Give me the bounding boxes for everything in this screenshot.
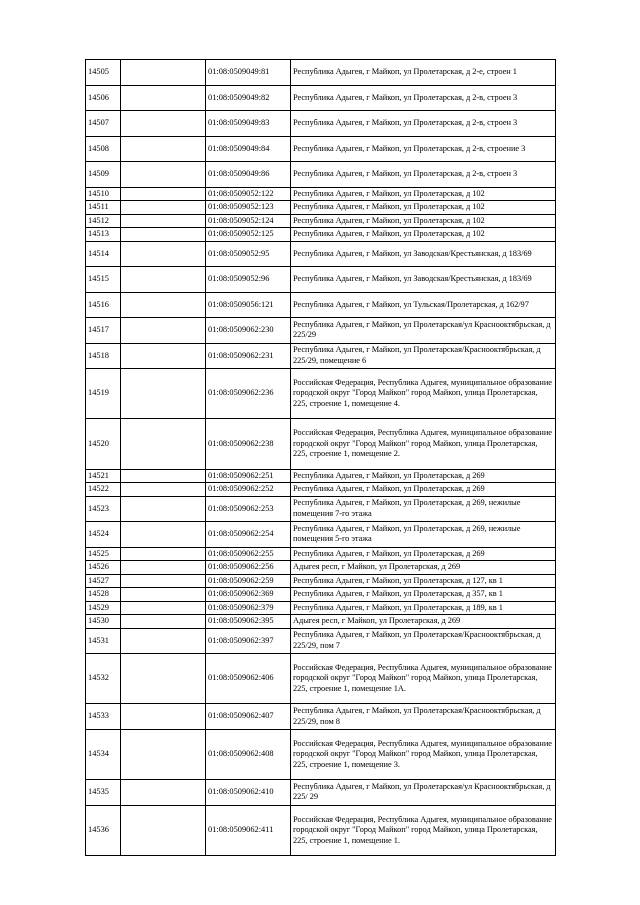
empty-cell <box>121 574 206 588</box>
row-number: 14520 <box>86 419 121 469</box>
row-number: 14513 <box>86 228 121 242</box>
address: Республика Адыгея, г Майкоп, ул Пролетарская, д 2-в, строен 3 <box>291 162 556 188</box>
empty-cell <box>121 318 206 344</box>
cadastral-number: 01:08:0509062:254 <box>206 522 291 548</box>
empty-cell <box>121 162 206 188</box>
table-row <box>86 136 556 162</box>
cadastral-number: 01:08:0509062:255 <box>206 547 291 561</box>
address: Республика Адыгея, г Майкоп, ул Пролетарская, д 269, нежилые помещения 7-го этажа <box>291 496 556 522</box>
address: Республика Адыгея, г Майкоп, ул Пролетарская, д 102 <box>291 214 556 228</box>
table-row <box>86 214 556 228</box>
address: Республика Адыгея, г Майкоп, ул Пролетарская/ул Краснооктябрьская, д 225/29 <box>291 318 556 344</box>
cadastral-number: 01:08:0509062:411 <box>206 805 291 855</box>
table-row <box>86 369 556 419</box>
address: Российская Федерация, Республика Адыгея, муниципальное образование городской округ "Город Майкоп" город Майкоп, улица Пролетарская, 225, строение 1, помещение 1А. <box>291 654 556 704</box>
table-row <box>86 601 556 615</box>
address: Российская Федерация, Республика Адыгея, муниципальное образование городской округ "Город Майкоп" город Майкоп, улица Пролетарская, 225, строение 1, помещение 3. <box>291 729 556 779</box>
cadastral-number: 01:08:0509062:408 <box>206 729 291 779</box>
table-row <box>86 201 556 215</box>
table-row <box>86 241 556 267</box>
table-row <box>86 267 556 293</box>
empty-cell <box>121 214 206 228</box>
empty-cell <box>121 201 206 215</box>
row-number: 14532 <box>86 654 121 704</box>
table-row <box>86 292 556 318</box>
row-number: 14508 <box>86 136 121 162</box>
empty-cell <box>121 780 206 806</box>
address: Республика Адыгея, г Майкоп, ул Пролетарская, д 102 <box>291 187 556 201</box>
table-row <box>86 574 556 588</box>
row-number: 14521 <box>86 469 121 483</box>
empty-cell <box>121 136 206 162</box>
table-row <box>86 85 556 111</box>
empty-cell <box>121 267 206 293</box>
row-number: 14519 <box>86 369 121 419</box>
table-row <box>86 318 556 344</box>
row-number: 14505 <box>86 60 121 86</box>
address: Республика Адыгея, г Майкоп, ул Пролетарская/Краснооктябрьская, д 225/29, пом 7 <box>291 628 556 654</box>
empty-cell <box>121 469 206 483</box>
cadastral-number: 01:08:0509052:122 <box>206 187 291 201</box>
row-number: 14536 <box>86 805 121 855</box>
row-number: 14523 <box>86 496 121 522</box>
cadastral-number: 01:08:0509049:86 <box>206 162 291 188</box>
empty-cell <box>121 615 206 629</box>
table-row <box>86 805 556 855</box>
table-row <box>86 522 556 548</box>
row-number: 14526 <box>86 561 121 575</box>
cadastral-number: 01:08:0509062:379 <box>206 601 291 615</box>
cadastral-number: 01:08:0509062:397 <box>206 628 291 654</box>
row-number: 14527 <box>86 574 121 588</box>
cadastral-number: 01:08:0509052:95 <box>206 241 291 267</box>
address: Республика Адыгея, г Майкоп, ул Пролетарская, д 269 <box>291 483 556 497</box>
address: Республика Адыгея, г Майкоп, ул Пролетарская/ул Краснооктябрьская, д 225/ 29 <box>291 780 556 806</box>
cadastral-number: 01:08:0509052:123 <box>206 201 291 215</box>
cadastral-number: 01:08:0509062:251 <box>206 469 291 483</box>
cadastral-number: 01:08:0509052:124 <box>206 214 291 228</box>
cadastral-number: 01:08:0509062:406 <box>206 654 291 704</box>
empty-cell <box>121 654 206 704</box>
empty-cell <box>121 187 206 201</box>
empty-cell <box>121 111 206 137</box>
address: Республика Адыгея, г Майкоп, ул Пролетарская, д 127, кв 1 <box>291 574 556 588</box>
table-row <box>86 654 556 704</box>
empty-cell <box>121 228 206 242</box>
row-number: 14512 <box>86 214 121 228</box>
row-number: 14517 <box>86 318 121 344</box>
cadastral-number: 01:08:0509056:121 <box>206 292 291 318</box>
empty-cell <box>121 729 206 779</box>
cadastral-number: 01:08:0509052:125 <box>206 228 291 242</box>
cadastral-number: 01:08:0509062:230 <box>206 318 291 344</box>
row-number: 14528 <box>86 588 121 602</box>
row-number: 14534 <box>86 729 121 779</box>
empty-cell <box>121 419 206 469</box>
cadastral-number: 01:08:0509062:259 <box>206 574 291 588</box>
empty-cell <box>121 60 206 86</box>
empty-cell <box>121 85 206 111</box>
address: Республика Адыгея, г Майкоп, ул Пролетарская, д 269 <box>291 547 556 561</box>
row-number: 14509 <box>86 162 121 188</box>
empty-cell <box>121 628 206 654</box>
address: Республика Адыгея, г Майкоп, ул Пролетарская, д 102 <box>291 201 556 215</box>
cadastral-number: 01:08:0509062:369 <box>206 588 291 602</box>
address: Республика Адыгея, г Майкоп, ул Заводская/Крестьянская, д 183/69 <box>291 267 556 293</box>
address: Республика Адыгея, г Майкоп, ул Пролетарская, д 269 <box>291 469 556 483</box>
address: Республика Адыгея, г Майкоп, ул Пролетарская, д 2-е, строен 1 <box>291 60 556 86</box>
table-row <box>86 483 556 497</box>
row-number: 14511 <box>86 201 121 215</box>
cadastral-number: 01:08:0509052:96 <box>206 267 291 293</box>
property-registry-table <box>85 59 556 856</box>
cadastral-number: 01:08:0509049:82 <box>206 85 291 111</box>
address: Республика Адыгея, г Майкоп, ул Тульская/Пролетарская, д 162/97 <box>291 292 556 318</box>
row-number: 14525 <box>86 547 121 561</box>
row-number: 14518 <box>86 343 121 369</box>
address: Российская Федерация, Республика Адыгея, муниципальное образование городской округ "Город Майкоп" город Майкоп, улица Пролетарская, 225, строение 1, помещение 4. <box>291 369 556 419</box>
row-number: 14522 <box>86 483 121 497</box>
table-row <box>86 469 556 483</box>
cadastral-number: 01:08:0509062:256 <box>206 561 291 575</box>
empty-cell <box>121 601 206 615</box>
cadastral-number: 01:08:0509062:236 <box>206 369 291 419</box>
empty-cell <box>121 496 206 522</box>
table-row <box>86 419 556 469</box>
address: Республика Адыгея, г Майкоп, ул Пролетарская, д 189, кв 1 <box>291 601 556 615</box>
row-number: 14506 <box>86 85 121 111</box>
empty-cell <box>121 805 206 855</box>
cadastral-number: 01:08:0509062:238 <box>206 419 291 469</box>
empty-cell <box>121 588 206 602</box>
address: Российская Федерация, Республика Адыгея, муниципальное образование городской округ "Город Майкоп" город Майкоп, улица Пролетарская, 225, строение 1, помещение 2. <box>291 419 556 469</box>
table-row <box>86 729 556 779</box>
address: Республика Адыгея, г Майкоп, ул Пролетарская, д 2-в, строен 3 <box>291 85 556 111</box>
row-number: 14529 <box>86 601 121 615</box>
row-number: 14507 <box>86 111 121 137</box>
empty-cell <box>121 343 206 369</box>
cadastral-number: 01:08:0509062:410 <box>206 780 291 806</box>
empty-cell <box>121 483 206 497</box>
empty-cell <box>121 547 206 561</box>
empty-cell <box>121 561 206 575</box>
table-row <box>86 228 556 242</box>
address: Республика Адыгея, г Майкоп, ул Пролетарская, д 269, нежилые помещения 5-го этажа <box>291 522 556 548</box>
cadastral-number: 01:08:0509062:252 <box>206 483 291 497</box>
address: Адыгея респ, г Майкоп, ул Пролетарская, д 269 <box>291 561 556 575</box>
address: Республика Адыгея, г Майкоп, ул Пролетарская/Краснооктябрьская, д 225/29, пом 8 <box>291 704 556 730</box>
address: Адыгея респ, г Майкоп, ул Пролетарская, д 269 <box>291 615 556 629</box>
table-row <box>86 628 556 654</box>
table-row <box>86 615 556 629</box>
address: Российская Федерация, Республика Адыгея, муниципальное образование городской округ "Город Майкоп" город Майкоп, улица Пролетарская, 225, строение 1, помещение 1. <box>291 805 556 855</box>
row-number: 14515 <box>86 267 121 293</box>
empty-cell <box>121 522 206 548</box>
row-number: 14533 <box>86 704 121 730</box>
empty-cell <box>121 704 206 730</box>
cadastral-number: 01:08:0509049:84 <box>206 136 291 162</box>
table-body <box>86 60 556 856</box>
table-row <box>86 162 556 188</box>
empty-cell <box>121 292 206 318</box>
table-row <box>86 704 556 730</box>
address: Республика Адыгея, г Майкоп, ул Заводская/Крестьянская, д 183/69 <box>291 241 556 267</box>
cadastral-number: 01:08:0509062:231 <box>206 343 291 369</box>
table-row <box>86 588 556 602</box>
table-row <box>86 111 556 137</box>
address: Республика Адыгея, г Майкоп, ул Пролетарская, д 2-в, строен 3 <box>291 111 556 137</box>
address: Республика Адыгея, г Майкоп, ул Пролетарская, д 102 <box>291 228 556 242</box>
cadastral-number: 01:08:0509062:395 <box>206 615 291 629</box>
row-number: 14524 <box>86 522 121 548</box>
empty-cell <box>121 369 206 419</box>
address: Республика Адыгея, г Майкоп, ул Пролетарская, д 357, кв 1 <box>291 588 556 602</box>
row-number: 14530 <box>86 615 121 629</box>
table-row <box>86 780 556 806</box>
row-number: 14514 <box>86 241 121 267</box>
address: Республика Адыгея, г Майкоп, ул Пролетарская, д 2-в, строение 3 <box>291 136 556 162</box>
cadastral-number: 01:08:0509062:407 <box>206 704 291 730</box>
row-number: 14510 <box>86 187 121 201</box>
table-row <box>86 547 556 561</box>
row-number: 14531 <box>86 628 121 654</box>
empty-cell <box>121 241 206 267</box>
cadastral-number: 01:08:0509062:253 <box>206 496 291 522</box>
table-row <box>86 60 556 86</box>
row-number: 14535 <box>86 780 121 806</box>
table-row <box>86 187 556 201</box>
table-row <box>86 343 556 369</box>
row-number: 14516 <box>86 292 121 318</box>
cadastral-number: 01:08:0509049:83 <box>206 111 291 137</box>
address: Республика Адыгея, г Майкоп, ул Пролетарская/Краснооктябрьская, д 225/29, помещение 6 <box>291 343 556 369</box>
cadastral-number: 01:08:0509049:81 <box>206 60 291 86</box>
table-row <box>86 561 556 575</box>
table-row <box>86 496 556 522</box>
